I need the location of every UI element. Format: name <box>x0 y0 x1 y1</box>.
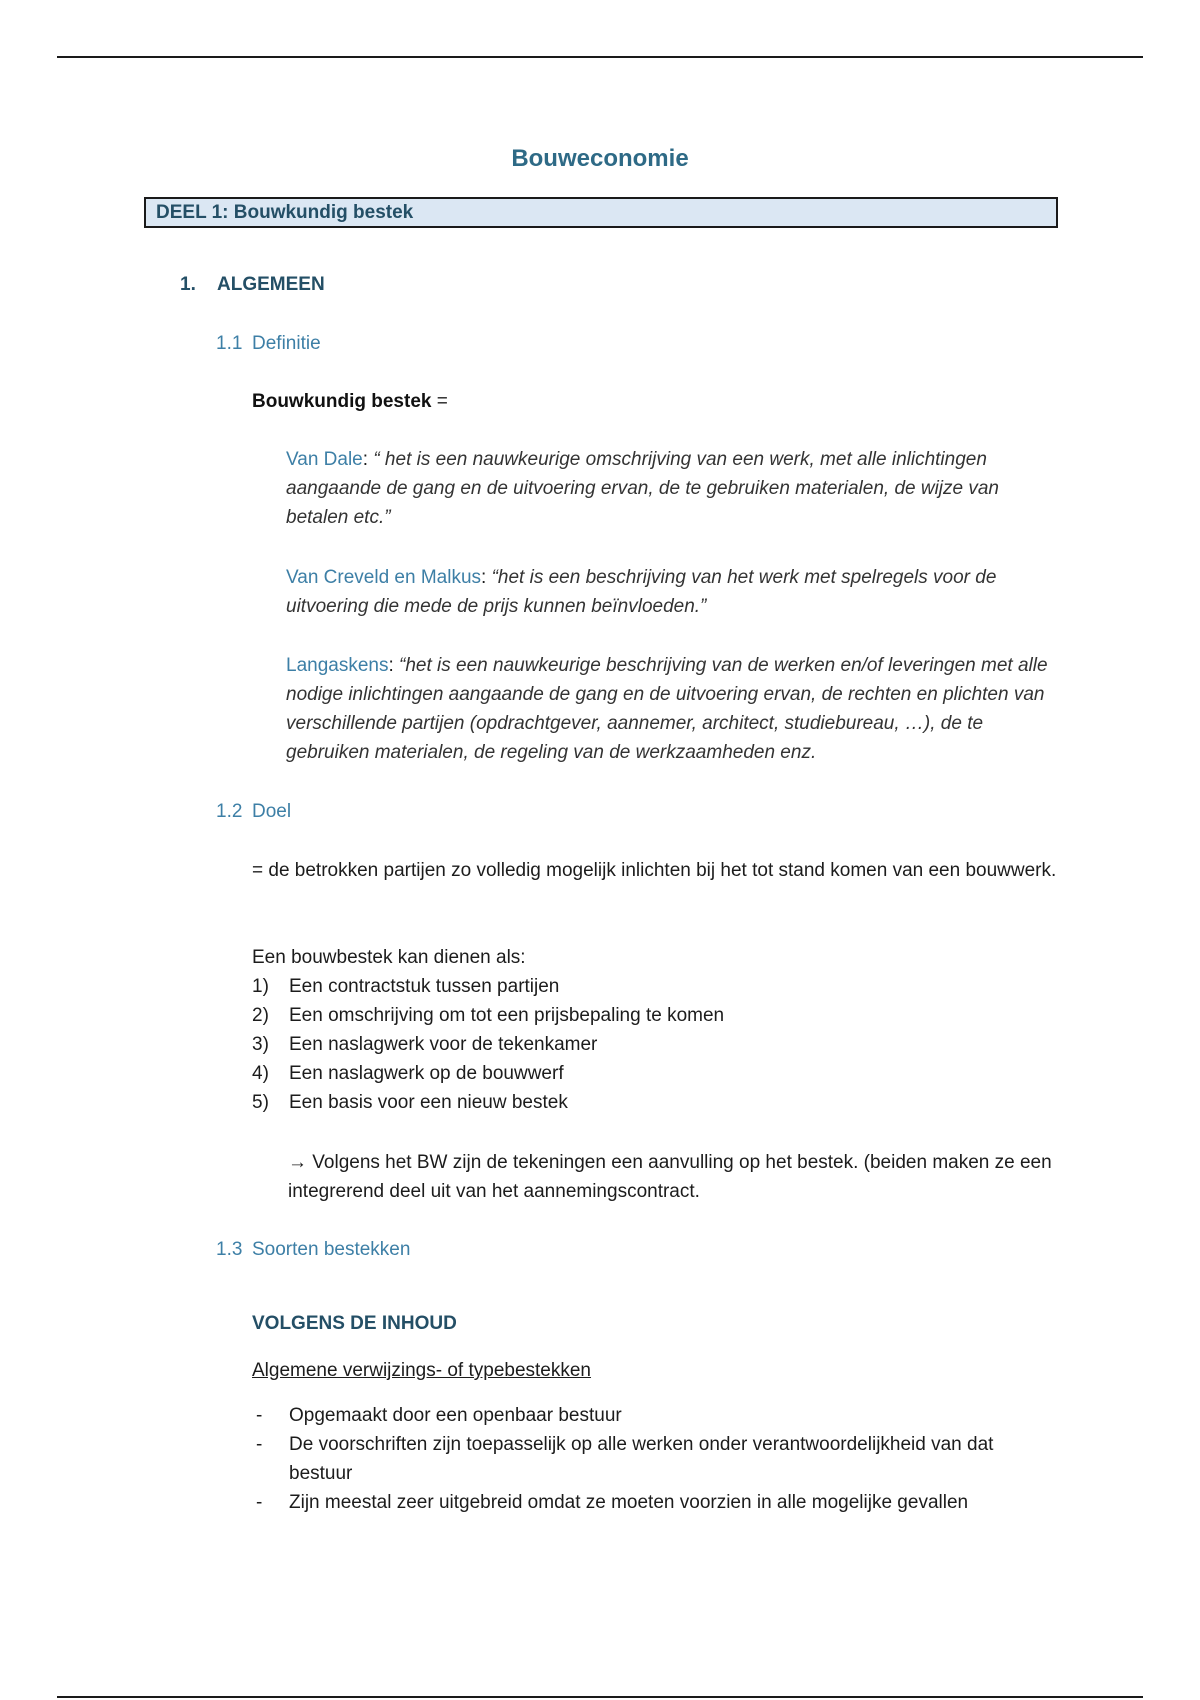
section-1-heading <box>180 274 325 296</box>
definition-text: “ het is een nauwkeurige omschrijving van een werk, met alle inlichtingen aangaande de gang en de uitvoering ervan, de te gebruiken materialen, de wijze van betalen etc.” <box>286 449 1000 528</box>
subsection-1-3-heading <box>216 1239 410 1261</box>
definition-term <box>252 391 448 413</box>
document-title: Bouweconomie <box>511 145 689 172</box>
bullet-dash: - <box>256 1492 263 1513</box>
top-rule <box>57 56 1143 58</box>
list-item <box>252 972 1062 1001</box>
doel-note: → Volgens het BW zijn de tekeningen een aanvulling op het bestek. (beiden maken ze een integrerend deel uit van het aannemingscontract. <box>288 1152 1052 1202</box>
list-item <box>252 1088 1062 1117</box>
list-item-number: 4) <box>252 1063 269 1084</box>
subsection-1-2-heading <box>216 801 291 823</box>
list-item-number: 1) <box>252 976 269 997</box>
definition-term-suffix: = <box>431 391 448 412</box>
section-1-title: ALGEMEEN <box>217 274 325 295</box>
bullet-item <box>252 1401 1062 1430</box>
definition-separator: : <box>481 567 492 588</box>
definition-term-label: Bouwkundig bestek <box>252 391 432 412</box>
definition-langaskens <box>286 651 1066 767</box>
definition-van-creveld <box>286 563 1066 621</box>
bullet-text: Zijn meestal zeer uitgebreid omdat ze moeten voorzien in alle mogelijke gevallen <box>289 1492 969 1513</box>
list-item-text: Een contractstuk tussen partijen <box>289 976 560 997</box>
list-item-number: 5) <box>252 1092 269 1113</box>
part-heading-box <box>144 197 1058 228</box>
list-item-text: Een naslagwerk op de bouwwerf <box>289 1063 564 1084</box>
category-heading: VOLGENS DE INHOUD <box>252 1313 457 1334</box>
bullet-text: Opgemaakt door een openbaar bestuur <box>289 1405 622 1426</box>
list-item-number: 2) <box>252 1005 269 1026</box>
definition-text: “het is een beschrijving van het werk met spelregels voor de uitvoering die mede de prijs kunnen beïnvloeden.” <box>286 567 997 617</box>
bullet-item <box>252 1430 1062 1488</box>
list-item-text: Een naslagwerk voor de tekenkamer <box>289 1034 598 1055</box>
subsection-1-3-title: Soorten bestekken <box>252 1239 411 1260</box>
definition-source: Van Dale <box>286 449 363 470</box>
subsection-1-1-heading <box>216 333 321 355</box>
part-heading: DEEL 1: Bouwkundig bestek <box>156 202 414 223</box>
definition-source: Langaskens <box>286 655 389 676</box>
list-item-text: Een basis voor een nieuw bestek <box>289 1092 568 1113</box>
definition-text: “het is een nauwkeurige beschrijving van de werken en/of leveringen met alle nodige inlichtingen aangaande de gang en de uitvoering ervan, de rechten en plichten van verschillende partijen (opdrachtgever, aannemer, architect, studiebureau, …), de te gebruiken materialen, de regeling van de werkzaamheden enz. <box>286 655 1048 763</box>
definition-source: Van Creveld en Malkus <box>286 567 482 588</box>
doel-list <box>252 972 1062 1117</box>
subsection-1-1-title: Definitie <box>252 333 321 354</box>
section-1-number: 1. <box>180 274 196 295</box>
list-item <box>252 1059 1062 1088</box>
subsection-1-2-number: 1.2 <box>216 801 243 822</box>
subsection-1-1-number: 1.1 <box>216 333 243 354</box>
type-heading: Algemene verwijzings- of typebestekken <box>252 1360 592 1381</box>
bullet-text: De voorschriften zijn toepasselijk op alle werken onder verantwoordelijkheid van dat bestuur <box>289 1434 994 1484</box>
list-item-number: 3) <box>252 1034 269 1055</box>
bullet-dash: - <box>256 1405 263 1426</box>
bottom-rule <box>57 1696 1143 1698</box>
subsection-1-3-number: 1.3 <box>216 1239 243 1260</box>
type-bullets <box>252 1401 1062 1517</box>
bullet-item <box>252 1488 1062 1517</box>
list-item <box>252 1001 1062 1030</box>
doel-list-intro: Een bouwbestek kan dienen als: <box>252 947 526 968</box>
bullet-dash: - <box>256 1434 263 1455</box>
definition-separator: : <box>362 449 374 470</box>
definition-van-dale <box>286 445 1066 532</box>
list-item <box>252 1030 1062 1059</box>
definition-separator: : <box>388 655 400 676</box>
list-item-text: Een omschrijving om tot een prijsbepaling te komen <box>289 1005 725 1026</box>
doel-intro: = de betrokken partijen zo volledig mogelijk inlichten bij het tot stand komen van een bouwwerk. <box>252 860 1057 881</box>
subsection-1-2-title: Doel <box>252 801 292 822</box>
